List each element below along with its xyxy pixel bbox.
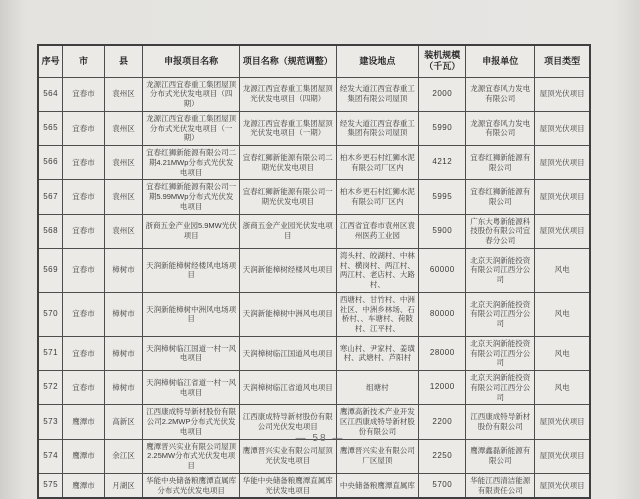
header-adjusted-project-name: 项目名称（规范调整） [239, 45, 336, 77]
cell-county: 余江区 [104, 439, 143, 473]
cell-serial-number: 564 [38, 77, 63, 111]
cell-project-type: 风电 [535, 248, 590, 292]
cell-construction-site: 组塘村 [336, 371, 419, 405]
cell-construction-site: 经发大道江西宜春重工集团有限公司屋顶 [336, 111, 419, 145]
cell-declared-project-name: 宜春红狮新能源有限公司一期5.99MWp分布式光伏发电项目 [143, 180, 240, 214]
cell-serial-number: 573 [38, 405, 63, 439]
cell-adjusted-project-name: 鹰潭晋兴实业有限公司屋顶光伏发电项目 [239, 439, 336, 473]
cell-declared-project-name: 江西康成特导新材股份有限公司2.2MWP分布式光伏发电项目 [143, 405, 240, 439]
cell-construction-site: 江西省宜春市袁州区袁州医药工业园 [336, 214, 419, 248]
table-row [38, 292, 590, 336]
cell-installed-capacity: 5700 [419, 473, 466, 498]
cell-project-type: 屋顶光伏项目 [535, 111, 590, 145]
cell-adjusted-project-name: 浙商五金产业园光伏发电项目 [239, 214, 336, 248]
cell-adjusted-project-name: 天润新能樟树经楼风电项目 [239, 248, 336, 292]
cell-applicant-unit: 北京天润新能投资有限公司江西分公司 [466, 336, 535, 370]
cell-applicant-unit: 北京天润新能投资有限公司江西分公司 [466, 248, 535, 292]
cell-serial-number: 566 [38, 146, 63, 180]
cell-declared-project-name: 天润樟树临江省道一村一风电项目 [143, 371, 240, 405]
table-row [38, 473, 590, 498]
cell-adjusted-project-name: 天润樟树临江省道风电项目 [239, 371, 336, 405]
cell-city: 宜春市 [63, 336, 104, 370]
table-row [38, 146, 590, 180]
cell-construction-site: 中央储备粮鹰潭直属库 [336, 473, 419, 498]
cell-applicant-unit: 北京天润新能投资有限公司江西分公司 [466, 292, 535, 336]
header-installed-capacity: 装机规模（千瓦） [419, 45, 466, 77]
cell-installed-capacity: 5995 [419, 180, 466, 214]
cell-applicant-unit: 宜春红狮新能源有限公司 [466, 146, 535, 180]
cell-project-type: 屋顶光伏项目 [535, 439, 590, 473]
cell-project-type: 风电 [535, 371, 590, 405]
cell-installed-capacity: 2000 [419, 77, 466, 111]
header-construction-site: 建设地点 [336, 45, 419, 77]
cell-construction-site: 西塘村、甘竹村、中洲社区、中洲乡林场、石桥村、、车塘村、荷陂村、江平村、 [336, 292, 419, 336]
cell-declared-project-name: 鹰潭晋兴实业有限公司屋顶2.25MW分布式光伏发电项目 [143, 439, 240, 473]
cell-declared-project-name: 天润新能樟树经楼风电场项目 [143, 248, 240, 292]
cell-project-type: 屋顶光伏项目 [535, 180, 590, 214]
projects-table [37, 44, 591, 499]
cell-serial-number: 571 [38, 336, 63, 370]
cell-project-type: 屋顶光伏项目 [535, 77, 590, 111]
table-row [38, 77, 590, 111]
table-row [38, 214, 590, 248]
cell-county: 袁州区 [104, 146, 143, 180]
cell-county: 袁州区 [104, 111, 143, 145]
cell-declared-project-name: 天润樟树临江国道一村一风电项目 [143, 336, 240, 370]
cell-project-type: 屋顶光伏项目 [535, 473, 590, 498]
header-city: 市 [63, 45, 104, 77]
cell-city: 鹰潭市 [63, 473, 104, 498]
cell-city: 宜春市 [63, 214, 104, 248]
cell-serial-number: 572 [38, 371, 63, 405]
cell-construction-site: 寒山村、尹家村、姜璜村、武塘村、芦阳村 [336, 336, 419, 370]
cell-city: 宜春市 [63, 146, 104, 180]
cell-city: 宜春市 [63, 77, 104, 111]
cell-applicant-unit: 华能江西清洁能源有限责任公司 [466, 473, 535, 498]
cell-project-type: 屋顶光伏项目 [535, 146, 590, 180]
cell-installed-capacity: 2250 [419, 439, 466, 473]
table-row [38, 439, 590, 473]
cell-installed-capacity: 28000 [419, 336, 466, 370]
header-project-type: 项目类型 [535, 45, 590, 77]
cell-county: 月湖区 [104, 473, 143, 498]
cell-adjusted-project-name: 江西康成特导新材股份有限公司光伏发电项目 [239, 405, 336, 439]
cell-declared-project-name: 华能中央储备粮鹰潭直属库分布式光伏发电项目 [143, 473, 240, 498]
cell-serial-number: 567 [38, 180, 63, 214]
cell-city: 鹰潭市 [63, 439, 104, 473]
cell-applicant-unit: 鹰潭鑫磊新能源有限公司 [466, 439, 535, 473]
cell-declared-project-name: 宜春红狮新能源有限公司二期4.21MWp分布式光伏发电项目 [143, 146, 240, 180]
table-header-row [38, 45, 590, 77]
cell-county: 樟树市 [104, 336, 143, 370]
cell-county: 袁州区 [104, 77, 143, 111]
cell-county: 樟树市 [104, 371, 143, 405]
cell-serial-number: 568 [38, 214, 63, 248]
cell-serial-number: 569 [38, 248, 63, 292]
cell-installed-capacity: 5900 [419, 214, 466, 248]
header-county: 县 [104, 45, 143, 77]
cell-installed-capacity: 5990 [419, 111, 466, 145]
cell-applicant-unit: 北京天润新能投资有限公司江西分公司 [466, 371, 535, 405]
cell-installed-capacity: 2200 [419, 405, 466, 439]
cell-applicant-unit: 龙源宜春风力发电有限公司 [466, 77, 535, 111]
cell-installed-capacity: 80000 [419, 292, 466, 336]
table-row [38, 248, 590, 292]
cell-county: 袁州区 [104, 214, 143, 248]
cell-installed-capacity: 60000 [419, 248, 466, 292]
cell-declared-project-name: 天润新能樟树中洲风电场项目 [143, 292, 240, 336]
cell-adjusted-project-name: 宜春红狮新能源有限公司二期光伏发电项目 [239, 146, 336, 180]
cell-adjusted-project-name: 龙源江西宜春重工集团屋顶光伏发电项目（一期） [239, 111, 336, 145]
cell-serial-number: 570 [38, 292, 63, 336]
cell-city: 宜春市 [63, 180, 104, 214]
cell-project-type: 风电 [535, 336, 590, 370]
header-declared-project-name: 申报项目名称 [143, 45, 240, 77]
cell-county: 袁州区 [104, 180, 143, 214]
header-serial-number: 序号 [38, 45, 63, 77]
cell-installed-capacity: 12000 [419, 371, 466, 405]
cell-declared-project-name: 浙商五金产业园5.9MW光伏项目 [143, 214, 240, 248]
table-row [38, 336, 590, 370]
cell-city: 宜春市 [63, 292, 104, 336]
table-row [38, 111, 590, 145]
cell-serial-number: 575 [38, 473, 63, 498]
cell-declared-project-name: 龙源江西宜春重工集团屋顶分布式光伏发电项目（一期） [143, 111, 240, 145]
cell-construction-site: 鹰潭高新技术产业开发区江西康成特导新材股份有限公司 [336, 405, 419, 439]
cell-adjusted-project-name: 天润新能樟树中洲风电项目 [239, 292, 336, 336]
cell-project-type: 风电 [535, 292, 590, 336]
cell-installed-capacity: 4212 [419, 146, 466, 180]
cell-county: 樟树市 [104, 248, 143, 292]
cell-serial-number: 574 [38, 439, 63, 473]
page-number: — 58 — [295, 433, 345, 444]
header-applicant-unit: 申报单位 [466, 45, 535, 77]
cell-city: 鹰潭市 [63, 405, 104, 439]
cell-adjusted-project-name: 龙源江西宜春重工集团屋顶光伏发电项目（四期） [239, 77, 336, 111]
cell-declared-project-name: 龙源江西宜春重工集团屋顶分布式光伏发电项目（四期） [143, 77, 240, 111]
cell-construction-site: 鹰潭晋兴实业有限公司厂区屋顶 [336, 439, 419, 473]
cell-city: 宜春市 [63, 111, 104, 145]
table-row [38, 180, 590, 214]
cell-county: 高新区 [104, 405, 143, 439]
cell-construction-site: 经发大道江西宜春重工集团有限公司屋顶 [336, 77, 419, 111]
cell-applicant-unit: 江西康成特导新材股份有限公司 [466, 405, 535, 439]
cell-construction-site: 柏木乡更石村红狮水泥有限公司厂区内 [336, 146, 419, 180]
cell-city: 宜春市 [63, 248, 104, 292]
cell-applicant-unit: 广东大粤新能源科技股份有限公司宜春分公司 [466, 214, 535, 248]
cell-applicant-unit: 龙源宜春风力发电有限公司 [466, 111, 535, 145]
cell-county: 樟树市 [104, 292, 143, 336]
cell-construction-site: 湾头村、皎湖村、中林村、横岗村、两江村、两江村、老店村、大路村、 [336, 248, 419, 292]
cell-city: 宜春市 [63, 371, 104, 405]
cell-serial-number: 565 [38, 111, 63, 145]
cell-applicant-unit: 宜春红狮新能源有限公司 [466, 180, 535, 214]
cell-project-type: 屋顶光伏项目 [535, 214, 590, 248]
cell-construction-site: 柏木乡更石村红狮水泥有限公司厂区内 [336, 180, 419, 214]
table-row [38, 371, 590, 405]
cell-adjusted-project-name: 宜春红狮新能源有限公司一期光伏发电项目 [239, 180, 336, 214]
cell-adjusted-project-name: 华能中央储备粮鹰潭直属库光伏发电项目 [239, 473, 336, 498]
cell-adjusted-project-name: 天润樟树临江国道风电项目 [239, 336, 336, 370]
cell-project-type: 屋顶光伏项目 [535, 405, 590, 439]
